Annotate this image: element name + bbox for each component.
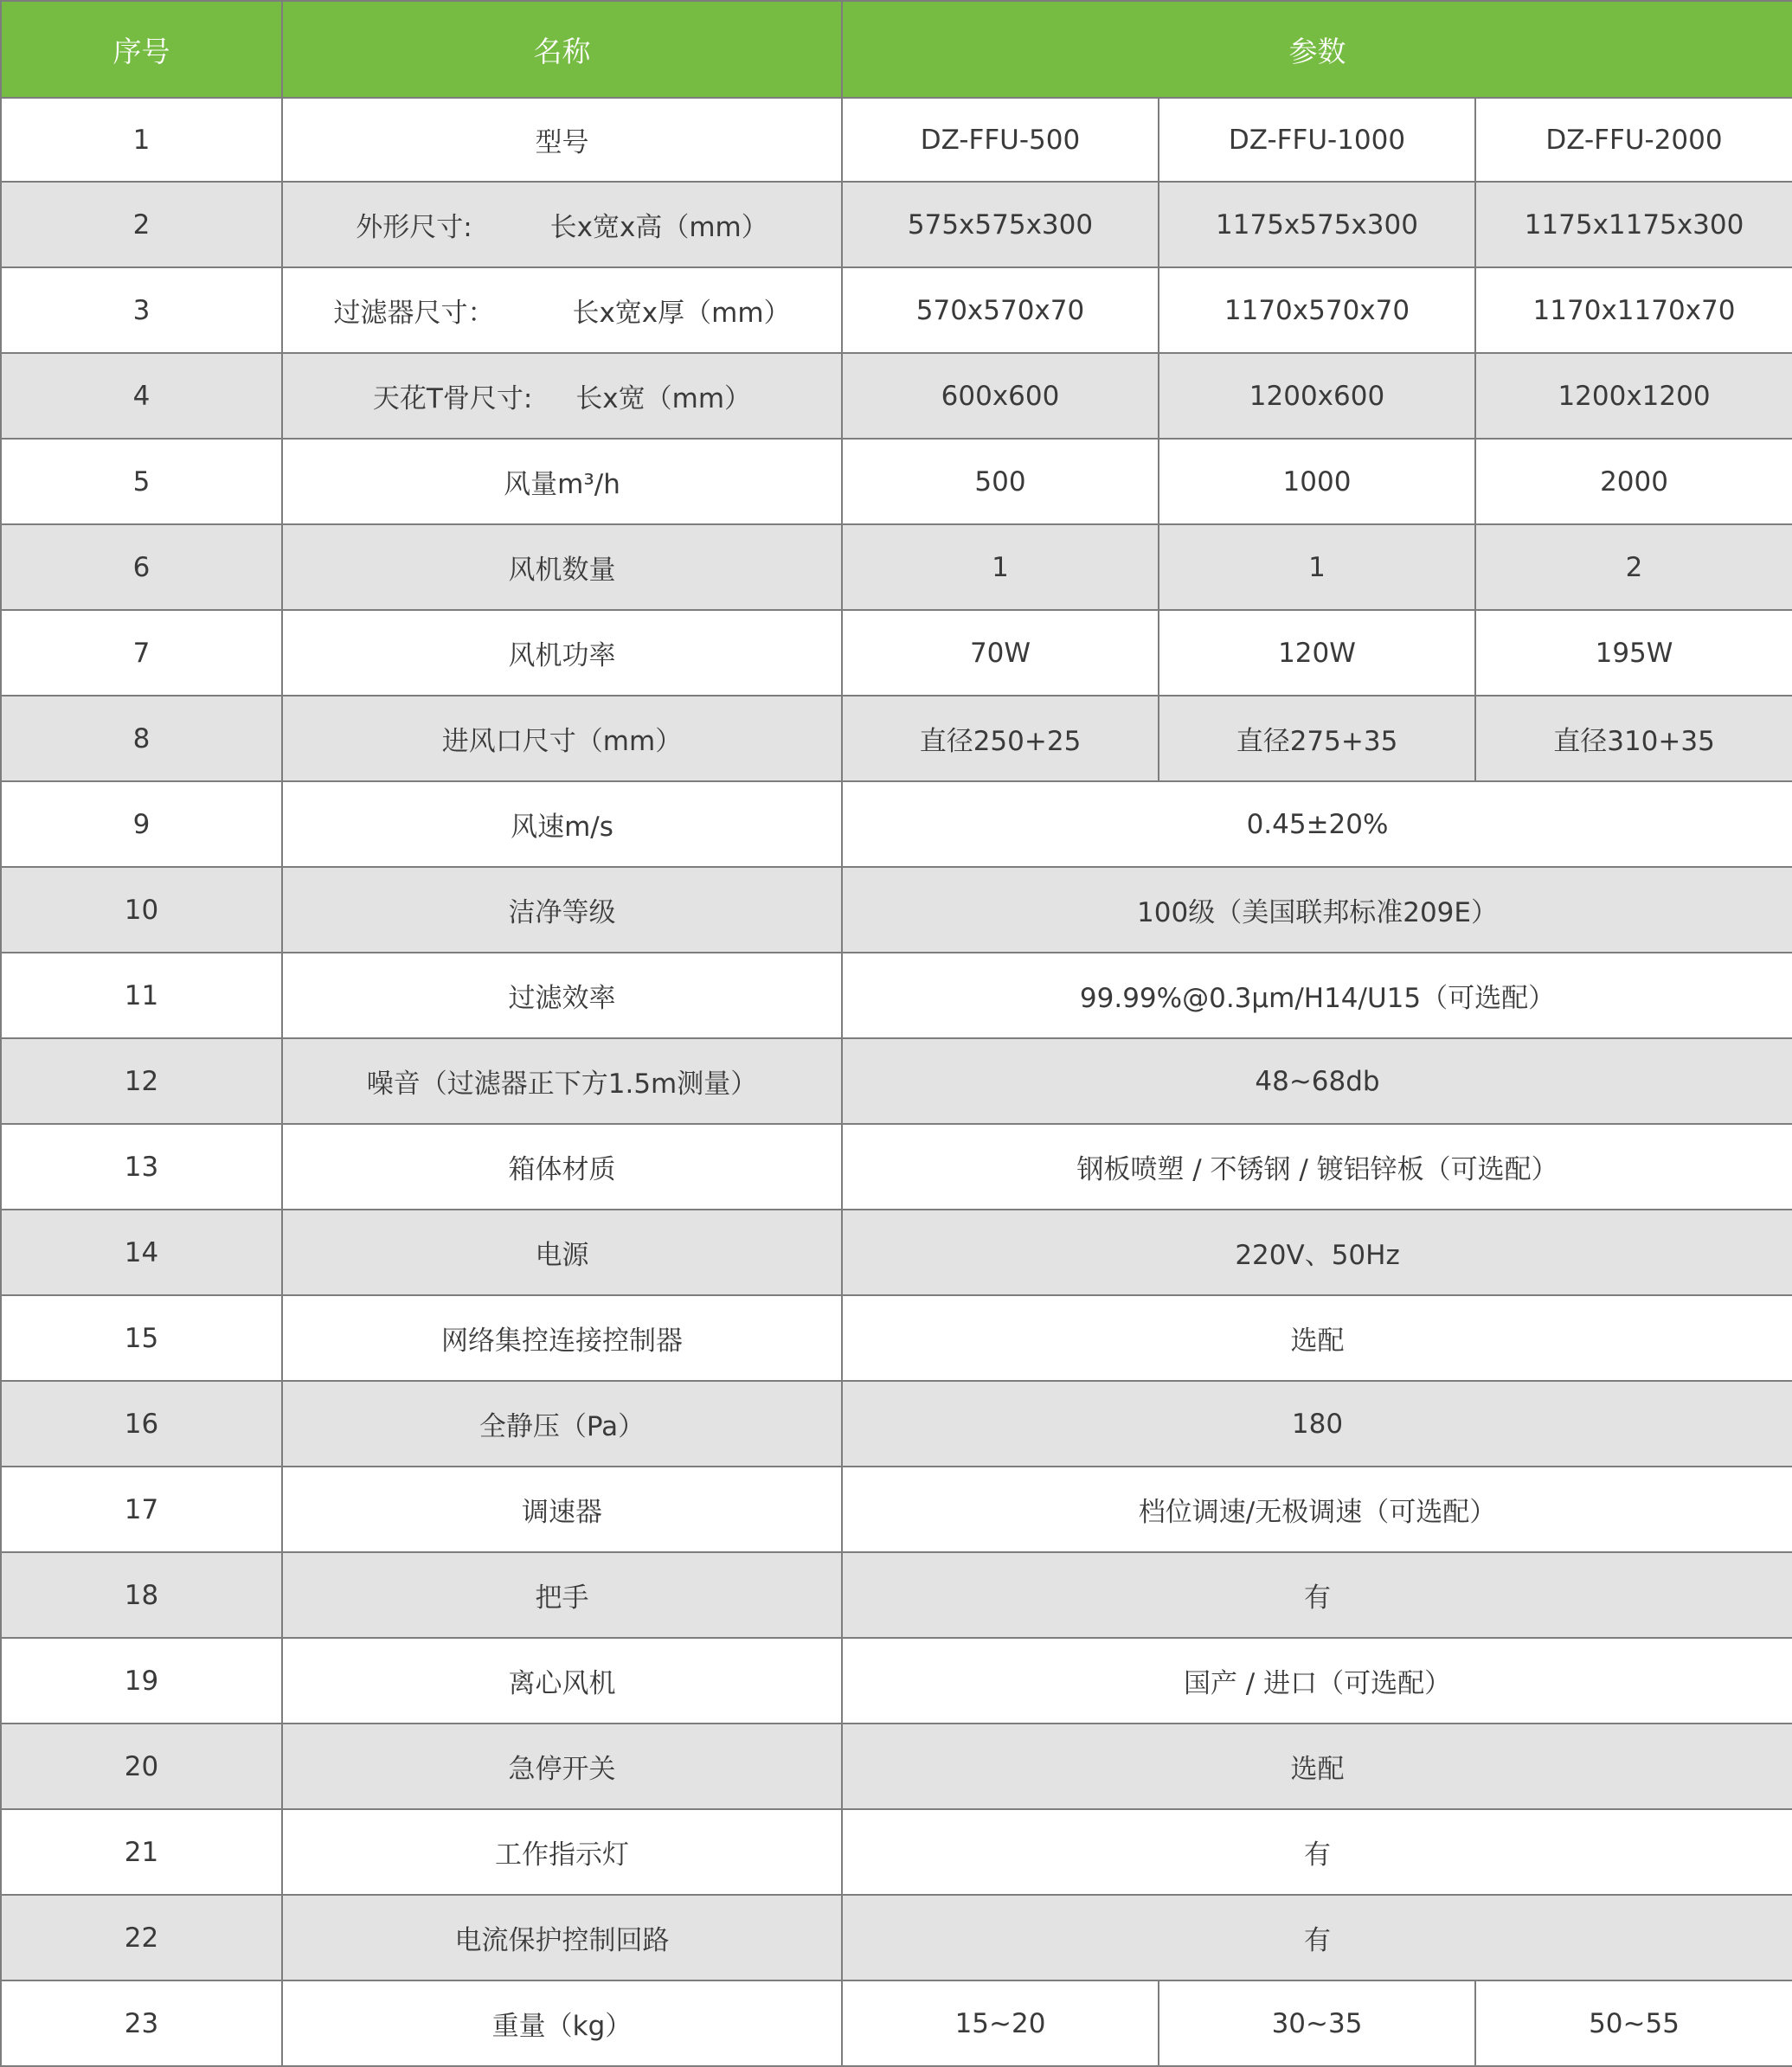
row-index-cell: 19	[1, 1638, 282, 1724]
row-value-2000: 1200x1200	[1475, 353, 1792, 439]
row-value-1000: 1200x600	[1159, 353, 1475, 439]
table-row	[1, 524, 1792, 610]
row-name-label: 外形尺寸:	[356, 212, 472, 243]
row-index-cell: 16	[1, 1381, 282, 1467]
table-row	[1, 353, 1792, 439]
table-row	[1, 1895, 1792, 1980]
row-name-label: 天花T骨尺寸:	[372, 383, 533, 414]
row-name-cell: 风机功率	[282, 610, 842, 696]
row-value-cell: 国产 / 进口（可选配）	[842, 1638, 1792, 1724]
table-row	[1, 182, 1792, 267]
table-row	[1, 1295, 1792, 1381]
row-name-cell: 急停开关	[282, 1724, 842, 1809]
row-name-unit: 长x宽（mm）	[575, 383, 752, 414]
row-value-1000: 1000	[1159, 439, 1475, 524]
row-index-cell: 20	[1, 1724, 282, 1809]
table-row	[1, 867, 1792, 953]
table-row	[1, 1809, 1792, 1895]
row-value-cell: 220V、50Hz	[842, 1210, 1792, 1295]
row-name-unit: 长x宽x高（mm）	[549, 212, 768, 243]
row-value-1000: 1	[1159, 524, 1475, 610]
row-index-cell: 17	[1, 1467, 282, 1552]
table-row	[1, 439, 1792, 524]
table-row	[1, 98, 1792, 182]
row-value-1000: 1170x570x70	[1159, 267, 1475, 353]
table-header-row	[1, 1, 1792, 98]
row-value-cell: 有	[842, 1895, 1792, 1980]
table-row	[1, 1724, 1792, 1809]
row-index-cell: 14	[1, 1210, 282, 1295]
row-value-cell: 99.99%@0.3μm/H14/U15（可选配）	[842, 953, 1792, 1038]
row-value-500: 600x600	[842, 353, 1159, 439]
table-row	[1, 1980, 1792, 2066]
row-value-cell: 100级（美国联邦标准209E）	[842, 867, 1792, 953]
row-name-cell: 工作指示灯	[282, 1809, 842, 1895]
row-name-cell: 噪音（过滤器正下方1.5m测量）	[282, 1038, 842, 1124]
header-name: 名称	[282, 1, 842, 98]
row-value-500: 570x570x70	[842, 267, 1159, 353]
row-index-cell: 3	[1, 267, 282, 353]
table-row	[1, 1381, 1792, 1467]
row-value-2000: 2	[1475, 524, 1792, 610]
row-value-2000: 1175x1175x300	[1475, 182, 1792, 267]
table-row	[1, 1124, 1792, 1210]
row-index-cell: 18	[1, 1552, 282, 1638]
row-name-cell: 进风口尺寸（mm）	[282, 696, 842, 781]
row-name-cell: 把手	[282, 1552, 842, 1638]
header-params: 参数	[842, 1, 1792, 98]
row-value-1000: 1175x575x300	[1159, 182, 1475, 267]
row-value-2000: 直径310+35	[1475, 696, 1792, 781]
row-value-2000: 50~55	[1475, 1980, 1792, 2066]
row-value-500: 70W	[842, 610, 1159, 696]
row-value-cell: 有	[842, 1809, 1792, 1895]
row-index-cell: 11	[1, 953, 282, 1038]
row-name-cell: 洁净等级	[282, 867, 842, 953]
row-index-cell: 7	[1, 610, 282, 696]
row-name-cell: 电流保护控制回路	[282, 1895, 842, 1980]
row-name-label: 过滤器尺寸：	[333, 298, 495, 329]
table-row	[1, 1210, 1792, 1295]
row-index-cell: 6	[1, 524, 282, 610]
row-index-cell: 12	[1, 1038, 282, 1124]
row-index-cell: 8	[1, 696, 282, 781]
table-row	[1, 781, 1792, 867]
row-value-1000: 30~35	[1159, 1980, 1475, 2066]
row-index-cell: 1	[1, 98, 282, 182]
row-name-cell: 箱体材质	[282, 1124, 842, 1210]
row-name-cell: 过滤效率	[282, 953, 842, 1038]
row-value-500: 直径250+25	[842, 696, 1159, 781]
row-index-cell: 13	[1, 1124, 282, 1210]
row-value-cell: 档位调速/无极调速（可选配）	[842, 1467, 1792, 1552]
row-name-cell: 型号	[282, 98, 842, 182]
row-value-500: 575x575x300	[842, 182, 1159, 267]
row-value-500: 1	[842, 524, 1159, 610]
row-name-unit: 长x宽x厚（mm）	[572, 298, 791, 329]
row-value-1000: 直径275+35	[1159, 696, 1475, 781]
row-name-cell	[282, 353, 842, 439]
row-value-500: DZ-FFU-500	[842, 98, 1159, 182]
row-value-cell: 选配	[842, 1724, 1792, 1809]
row-name-cell	[282, 267, 842, 353]
row-index-cell: 2	[1, 182, 282, 267]
table-row	[1, 267, 1792, 353]
table-row	[1, 610, 1792, 696]
row-value-1000: DZ-FFU-1000	[1159, 98, 1475, 182]
row-name-cell	[282, 182, 842, 267]
row-value-cell: 180	[842, 1381, 1792, 1467]
row-index-cell: 21	[1, 1809, 282, 1895]
row-name-cell: 重量（kg）	[282, 1980, 842, 2066]
table-row	[1, 953, 1792, 1038]
table-row	[1, 1638, 1792, 1724]
row-value-cell: 48~68db	[842, 1038, 1792, 1124]
row-value-500: 15~20	[842, 1980, 1159, 2066]
row-value-cell: 0.45±20%	[842, 781, 1792, 867]
row-value-cell: 钢板喷塑 / 不锈钢 / 镀铝锌板（可选配）	[842, 1124, 1792, 1210]
row-index-cell: 15	[1, 1295, 282, 1381]
row-name-cell: 调速器	[282, 1467, 842, 1552]
row-name-cell: 全静压（Pa）	[282, 1381, 842, 1467]
row-value-2000: 2000	[1475, 439, 1792, 524]
table-body	[1, 98, 1792, 2066]
row-index-cell: 4	[1, 353, 282, 439]
row-index-cell: 9	[1, 781, 282, 867]
table-row	[1, 696, 1792, 781]
row-name-cell: 网络集控连接控制器	[282, 1295, 842, 1381]
table-row	[1, 1467, 1792, 1552]
row-index-cell: 5	[1, 439, 282, 524]
row-index-cell: 22	[1, 1895, 282, 1980]
row-name-cell: 电源	[282, 1210, 842, 1295]
row-value-2000: 1170x1170x70	[1475, 267, 1792, 353]
table-row	[1, 1552, 1792, 1638]
row-name-cell: 风量m³/h	[282, 439, 842, 524]
row-index-cell: 10	[1, 867, 282, 953]
table-row	[1, 1038, 1792, 1124]
row-name-cell: 离心风机	[282, 1638, 842, 1724]
row-name-cell: 风速m/s	[282, 781, 842, 867]
row-value-cell: 选配	[842, 1295, 1792, 1381]
row-name-cell: 风机数量	[282, 524, 842, 610]
row-value-2000: DZ-FFU-2000	[1475, 98, 1792, 182]
row-value-500: 500	[842, 439, 1159, 524]
row-value-1000: 120W	[1159, 610, 1475, 696]
row-value-2000: 195W	[1475, 610, 1792, 696]
header-index: 序号	[1, 1, 282, 98]
row-index-cell: 23	[1, 1980, 282, 2066]
row-value-cell: 有	[842, 1552, 1792, 1638]
